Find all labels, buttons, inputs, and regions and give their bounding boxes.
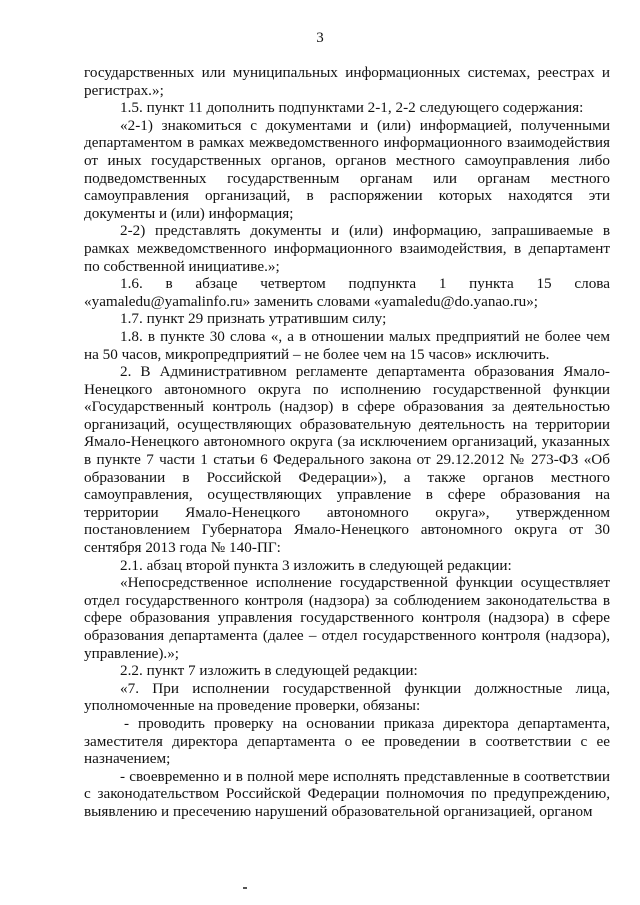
paragraph-2: 2. В Административном регламенте департамента образования Ямало-Ненецкого автономного округа по исполнению государственной функции «Государственный контроль (надзор) в сфере образования за деятельностью организаций, осуществляющих образовательную деятельность на территории Ямало-Ненецкого автономного округа (за исключением организаций, указанных в пункте 7 части 1 статьи 6 Федерального закона от 29.12.2012 № 273-ФЗ «Об образовании в Российской Федерации»), а также органов местного самоуправления, осуществляющих управление в сфере образования на территории Ямало-Ненецкого автономного округа», утвержденном постановлением Губернатора Ямало-Ненецкого автономного округа от 30 сентября 2013 года № 140-ПГ: [84, 363, 610, 557]
paragraph-1-8: 1.8. в пункте 30 слова «, а в отношении малых предприятий не более чем на 50 часов, микропредприятий – не более чем на 15 часов» исключить. [84, 327, 610, 363]
list-item-duty-2: - своевременно и в полной мере исполнять представленные в соответствии с законодательством Российской Федерации полномочия по предупреждению, выявлению и пресечению нарушений образовательной организацией, органом [84, 767, 610, 820]
page-number: 3 [316, 30, 324, 46]
paragraph-2-1-subitem: «2-1) знакомиться с документами и (или) информацией, полученными департаментом в рамках межведомственного информационного взаимодействия от иных государственных органов, органов местного самоуправления либо подведомственных государственным органам или органам местного самоуправления организаций, в распоряжении которых находятся эти документы и (или) информация; [84, 116, 610, 222]
scan-artifact-mark [243, 887, 247, 889]
paragraph-continuation: государственных или муниципальных информационных системах, реестрах и регистрах.»; [84, 64, 610, 99]
paragraph-1-6: 1.6. в абзаце четвертом подпункта 1 пункта 15 слова «yamaledu@yamalinfo.ru» заменить словами «yamaledu@do.yanao.ru»; [84, 275, 610, 310]
paragraph-quote-3: «Непосредственное исполнение государственной функции осуществляет отдел государственного контроля (надзора) за соблюдением законодательства в сфере образования управления государственного контроля (надзора) в сфере образования департамента (далее – отдел государственного контроля (надзора), управление).»; [84, 574, 610, 662]
paragraph-quote-7: «7. При исполнении государственной функции должностные лица, уполномоченные на проведение проверки, обязаны: [84, 679, 610, 715]
document-body [84, 64, 610, 821]
paragraph-1-7: 1.7. пункт 29 признать утратившим силу; [120, 310, 387, 328]
list-item-duty-1: - проводить проверку на основании приказа директора департамента, заместителя директора департамента о ее проведении в соответствии с ее назначением; [84, 714, 610, 768]
paragraph-2-1: 2.1. абзац второй пункта 3 изложить в следующей редакции: [120, 556, 512, 574]
paragraph-2-2-subitem: 2-2) представлять документы и (или) информацию, запрашиваемые в рамках межведомственного информационного взаимодействия, в департамент по собственной инициативе.»; [84, 222, 610, 275]
paragraph-2-2: 2.2. пункт 7 изложить в следующей редакции: [120, 662, 418, 680]
paragraph-1-5: 1.5. пункт 11 дополнить подпунктами 2-1, 2-2 следующего содержания: [120, 99, 584, 117]
